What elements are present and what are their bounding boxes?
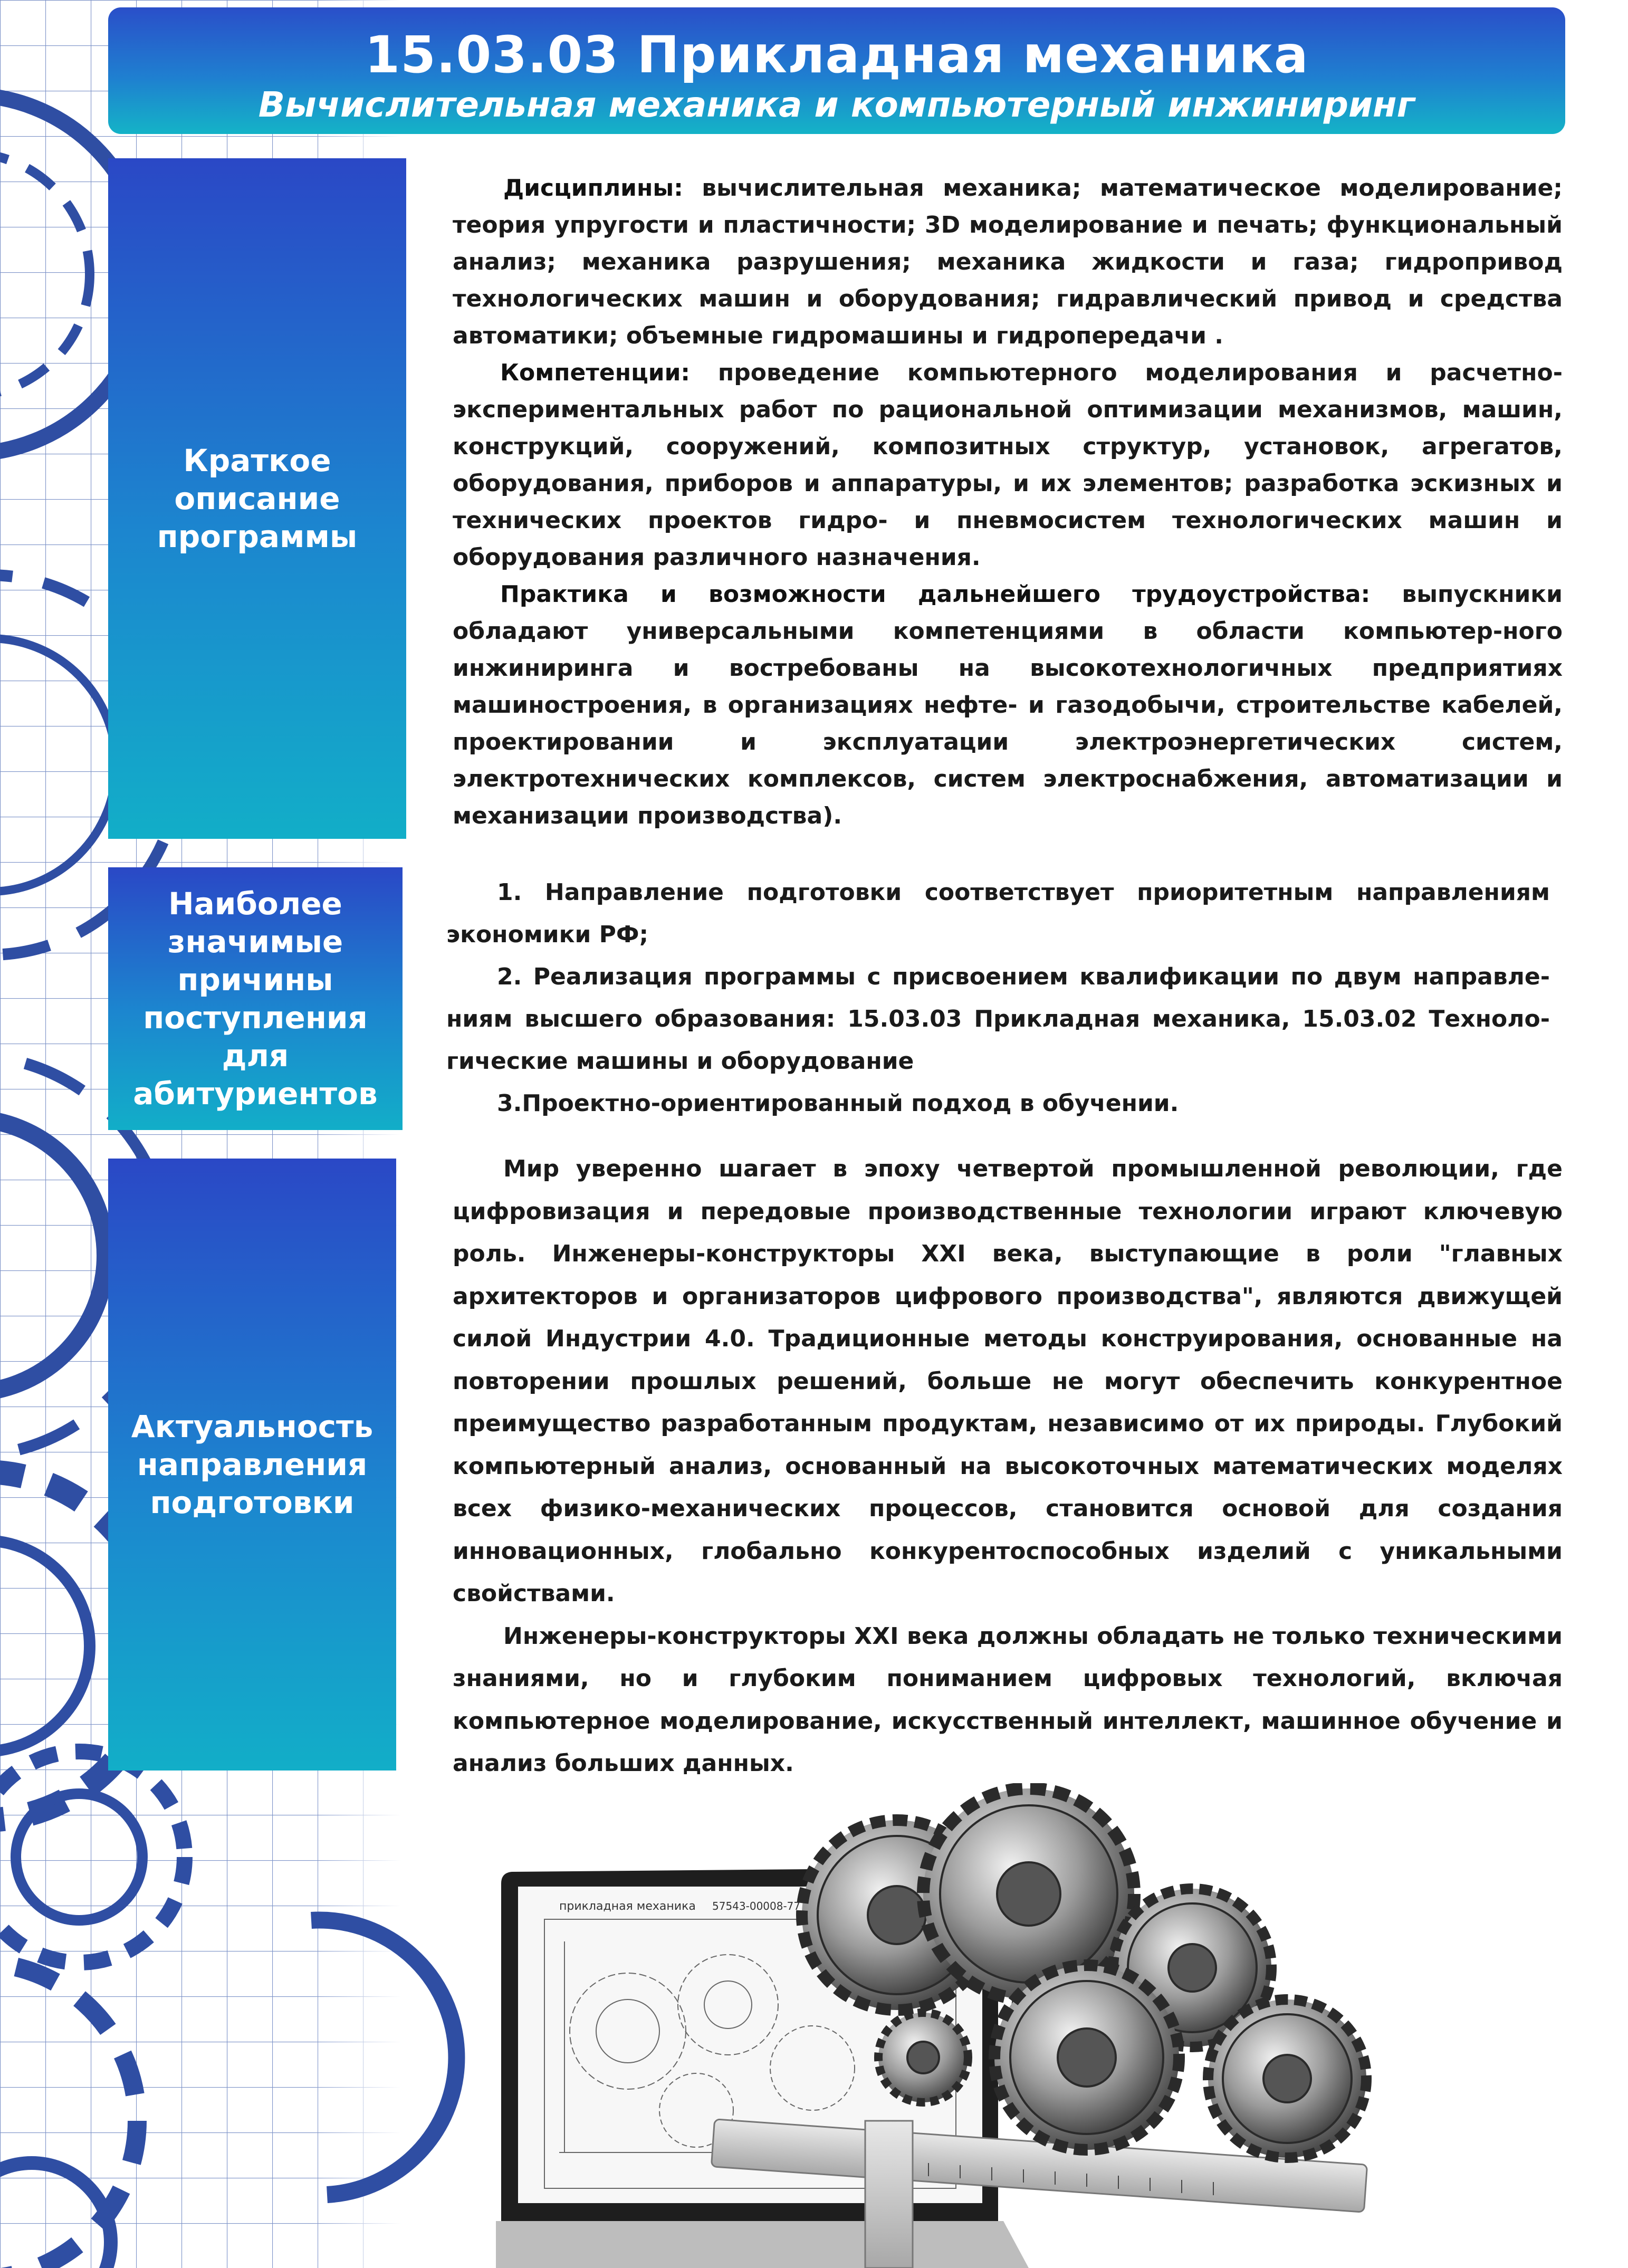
page-subtitle: Вычислительная механика и компьютерный инжиниринг xyxy=(258,84,1415,125)
reason-item: 1. Направление подготовки соответствует приоритетным направлениям экономики РФ; xyxy=(446,879,1550,948)
relevance-text xyxy=(453,1148,1563,1785)
reason-item: 3.Проектно-ориентированный подход в обучении. xyxy=(497,1090,1179,1117)
section-label-reasons: Наиболее значимые причины поступления для абитуриентов xyxy=(108,867,403,1130)
practice-label: Практика и возможности дальнейшего трудоустройства: xyxy=(500,581,1371,608)
drawing-code: 57543-00008-77 xyxy=(712,1900,801,1912)
competencies-text: проведение компьютерного моделирования и расчетно-экспериментальных работ по рациональной оптимизации механизмов, машин, конструкций, сооружений, композитных структур, установок, агрегатов, оборудования, приборов и аппаратуры, и их элементов; разработка эскизных и технических проектов гидро- и пневмосистем технологических машин и оборудования различного назначения. xyxy=(453,359,1563,571)
relevance-paragraph: Мир уверенно шагает в эпоху четвертой промышленной революции, где цифровизация и передовые производственные технологии играют ключевую роль. Инженеры-конструкторы XXI века, выступающие в роли "главных архитекторов и организаторов цифрового производства", являются движущей силой Индустрии 4.0. Традиционные методы конструирования, основанные на повторении прошлых решений, больше не могут обеспечить конкурентное преимущество разработанным продуктам, независимо от их природы. Глубокий компьютерный анализ, основанный на высокоточных математических моделях всех физико-механических процессов, становится основой для создания инновационных, глобально конкурентоспособных изделий с уникальными свойствами. xyxy=(453,1155,1563,1607)
competencies-label: Компетенции: xyxy=(500,359,691,386)
header-banner xyxy=(108,7,1565,134)
disciplines-paragraph xyxy=(453,170,1563,355)
relevance-paragraph: Инженеры-конструкторы XXI века должны обладать не только техническими знаниями, но и глубоким пониманием цифровых технологий, включая компьютерное моделирование, искусственный интеллект, машинное обучение и анализ больших данных. xyxy=(453,1622,1563,1777)
reasons-list xyxy=(446,872,1550,1125)
page-title: 15.03.03 Прикладная механика xyxy=(365,25,1309,84)
section-label-brief: Краткое описание программы xyxy=(108,158,406,839)
section-label-relevance: Актуальность направления подготовки xyxy=(108,1159,396,1771)
program-description xyxy=(453,170,1563,835)
disciplines-label: Дисциплины: xyxy=(503,175,683,202)
practice-text: выпускники обладают универсальными компетенциями в области компьютер-ного инжиниринга и востребованы на высокотехнологичных предприятиях машиностроения, в организациях нефте- и газодобычи, строительстве кабелей, проектировании и эксплуатации электроэнергетических систем, электротехнических комплексов, систем электроснабжения, автоматизации и механизации производства). xyxy=(453,581,1563,829)
gears-laptop-illustration xyxy=(496,1783,1403,2268)
competencies-paragraph xyxy=(453,355,1563,576)
disciplines-text: вычислительная механика; математическое моделирование; теория упругости и пластичности; 3D моделирование и печать; функциональный анализ; механика разрушения; механика жидкости и газа; гидропривод технологических машин и оборудования; гидравлический привод и средства автоматики; объемные гидромашины и гидропередачи . xyxy=(453,175,1563,349)
practice-paragraph xyxy=(453,576,1563,835)
drawing-title: прикладная механика xyxy=(559,1900,696,1913)
reason-item: 2. Реализация программы с присвоением квалификации по двум направле-ниям высшего образования: 15.03.03 Прикладная механика, 15.03.02 Техноло-гические машины и оборудование xyxy=(446,963,1550,1075)
